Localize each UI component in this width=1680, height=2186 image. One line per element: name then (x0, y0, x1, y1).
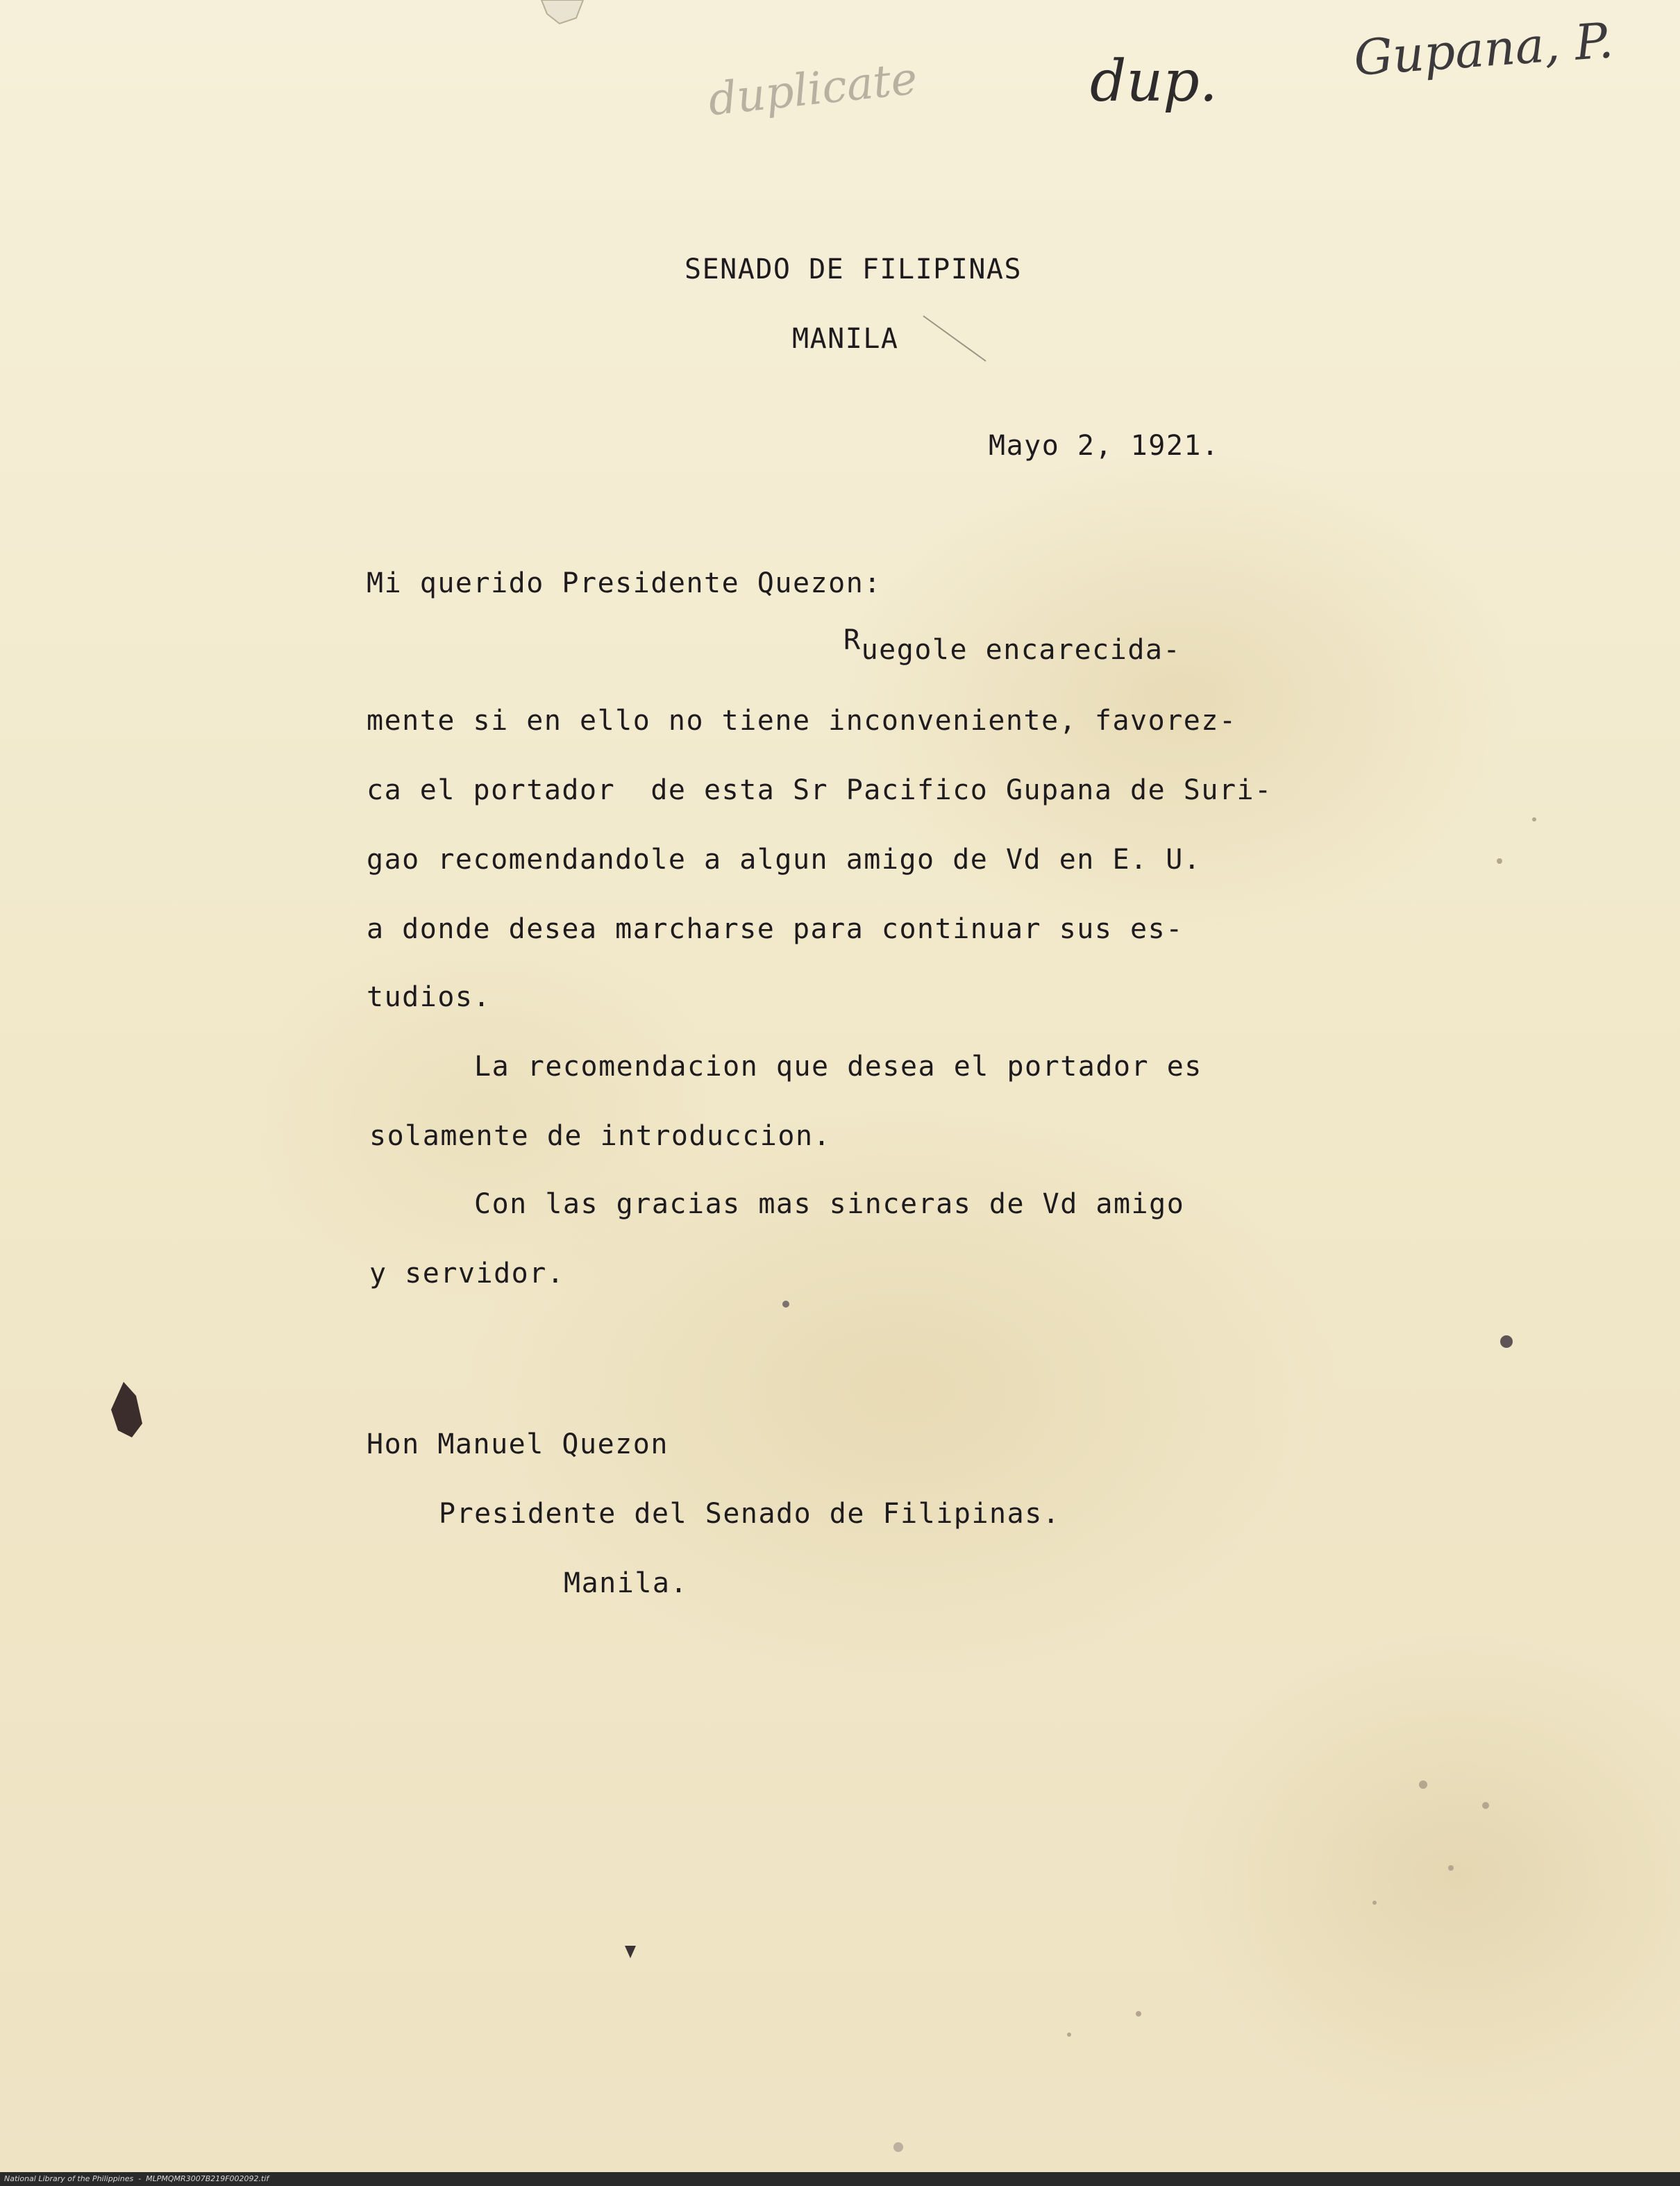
dot-right (1500, 1335, 1513, 1348)
para3-line-1: Con las gracias mas sinceras de Vd amigo (474, 1188, 1185, 1220)
para2-line-1: La recomendacion que desea el portador es (474, 1051, 1202, 1083)
speckle-right (1067, 817, 1536, 2037)
addressee-city: Manila. (564, 1567, 689, 1599)
letterhead-org: SENADO DE FILIPINAS (684, 253, 1023, 285)
para3-line-2: y servidor. (369, 1258, 565, 1290)
tear-top (541, 0, 583, 24)
body-line-6: tudios. (367, 981, 492, 1013)
handwritten-note-faint: duplicate (705, 53, 920, 126)
ink-blot-left (111, 1382, 142, 1437)
handwritten-note-dup: dup. (1090, 49, 1218, 115)
para2-line-2: solamente de introduccion. (369, 1120, 832, 1152)
addressee-title: Presidente del Senado de Filipinas. (439, 1498, 1061, 1530)
body-line-1-text: uegole encarecida- (861, 634, 1182, 666)
scan-footer-text: National Library of the Philippines - MLPMQMR3007B219F002092.tif (4, 2174, 269, 2183)
handwritten-note-name: Gupana, P. (1352, 12, 1615, 87)
mark-bottom (625, 1946, 636, 1958)
dot-mid (782, 1301, 789, 1308)
body-line-3: ca el portador de esta Sr Pacifico Gupana de Suri- (367, 774, 1272, 806)
salutation: Mi querido Presidente Quezon: (367, 567, 882, 599)
body-line-2: mente si en ello no tiene inconveniente, favorez- (367, 705, 1237, 737)
body-line-5: a donde desea marcharse para continuar sus es- (367, 913, 1184, 945)
letterhead-city: MANILA (792, 323, 899, 355)
letter-date: Mayo 2, 1921. (989, 430, 1220, 462)
body-line-4: gao recomendandole a algun amigo de Vd en E. U. (367, 844, 1202, 876)
raised-initial: R (843, 624, 862, 656)
scratch-top (923, 316, 986, 361)
dot-bottom (893, 2142, 903, 2152)
addressee-name: Hon Manuel Quezon (367, 1428, 669, 1460)
